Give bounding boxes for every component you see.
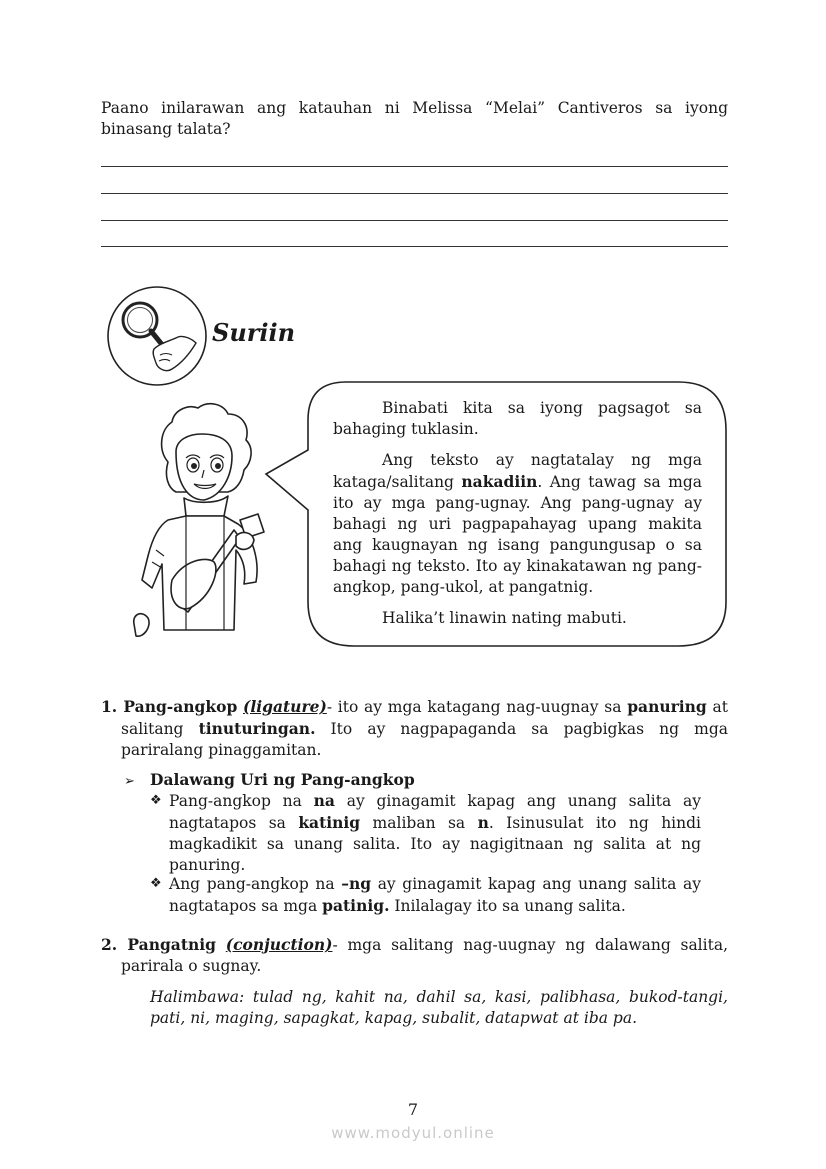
- text-span: - mga salitang nag-uugnay ng dalawang salita, parirala o sugnay.: [121, 936, 728, 975]
- item-term-english: (conjuction): [225, 935, 333, 954]
- bubble-paragraph-1: Binabati kita sa iyong pagsagot sa bahaging tuklasin.: [333, 399, 702, 438]
- page-number: 7: [407, 1100, 419, 1119]
- bold-term: –ng: [341, 874, 372, 893]
- text-span: Inilalagay ito sa unang salita.: [389, 897, 626, 915]
- text-span: . Isinusulat ito ng hindi magkadikit sa unang salita. Ito ay nagigitnaan ng salita at ng panuring.: [169, 814, 701, 874]
- diamond-bullet-icon: ❖: [150, 793, 162, 808]
- list-item: [150, 873, 701, 917]
- bold-term: tinuturingan.: [198, 719, 316, 738]
- magnifying-glass-icon: [106, 285, 208, 387]
- bold-term: katinig: [298, 813, 361, 832]
- example-text: Halimbawa: tulad ng, kahit na, dahil sa, kasi, palibhasa, bukod-tangi, pati, ni, maging, sapagkat, kapag, subalit, datapwat at iba pa.: [150, 988, 728, 1027]
- bold-term: na: [313, 791, 335, 810]
- sub-heading: Dalawang Uri ng Pang-angkop: [150, 770, 415, 789]
- bold-term: panuring: [627, 697, 707, 716]
- item-number: 2: [101, 935, 112, 954]
- diamond-bullet-icon: ❖: [150, 876, 162, 891]
- answer-line[interactable]: [101, 220, 728, 221]
- item-term: Pangatnig: [127, 935, 217, 954]
- section-title: Suriin: [212, 318, 296, 347]
- question-text: Paano inilarawan ang katauhan ni Melissa “Melai” Cantiveros sa iyong binasang talata?: [101, 99, 728, 138]
- text-span: at salitang: [121, 698, 728, 738]
- text-span: Ito ay nagpapaganda sa pagbigkas ng mga pariralang pinaggamitan.: [121, 720, 728, 759]
- item-term-english: (ligature): [243, 697, 327, 716]
- text-span: Pang-angkop na: [169, 792, 314, 810]
- bubble-text: [333, 398, 702, 639]
- bold-term: nakadiin: [461, 472, 538, 491]
- bold-term: patinig.: [322, 896, 390, 915]
- text-span: maliban sa: [360, 814, 478, 832]
- text-span: . Ang tawag sa mga ito ay mga pang-ugnay. Ang pang-ugnay ay bahagi ng uri pagpapahayag upang makita ang kaugnayan ng isang pangungusap o sa bahagi ng teksto. Ito ay kinakatawan ng pang-angkop, pang-ukol, at pangatnig.: [333, 473, 702, 596]
- answer-line[interactable]: [101, 166, 728, 167]
- sub-heading-row: [124, 769, 704, 792]
- item-term: Pang-angkop: [123, 697, 238, 716]
- arrow-bullet-icon: ➢: [124, 774, 135, 789]
- answer-line[interactable]: [101, 193, 728, 194]
- list-item-2: 2. Pangatnig (conjuction)- mga salitang nag-uugnay ng dalawang salita, parirala o sugnay.: [101, 935, 728, 975]
- answer-line[interactable]: [101, 246, 728, 247]
- list-item-1: 1. Pang-angkop (ligature)- ito ay mga katagang nag-uugnay sa panuring at salitang tinuturingan. Ito ay nagpapaganda sa pagbigkas ng mga pariralang pinaggamitan.: [101, 697, 728, 759]
- list-item: [150, 790, 701, 876]
- watermark: www.modyul.online: [331, 1124, 495, 1142]
- bubble-paragraph-3: Halika’t linawin nating mabuti.: [382, 609, 627, 627]
- text-span: ay ginagamit kapag ang unang salita ay nagtatapos sa: [169, 792, 701, 832]
- bold-term: n: [477, 813, 489, 832]
- bubble-paragraph-2: [333, 450, 702, 598]
- item-number: 1: [101, 697, 112, 716]
- text-span: ay ginagamit kapag ang unang salita ay nagtatapos sa mga: [169, 875, 701, 915]
- text-span: Ang pang-angkop na: [169, 875, 342, 893]
- text-span: - ito ay mga katagang nag-uugnay sa: [326, 698, 628, 716]
- text-span: Ang teksto ay nagtatalay ng mga kataga/salitang: [333, 451, 702, 491]
